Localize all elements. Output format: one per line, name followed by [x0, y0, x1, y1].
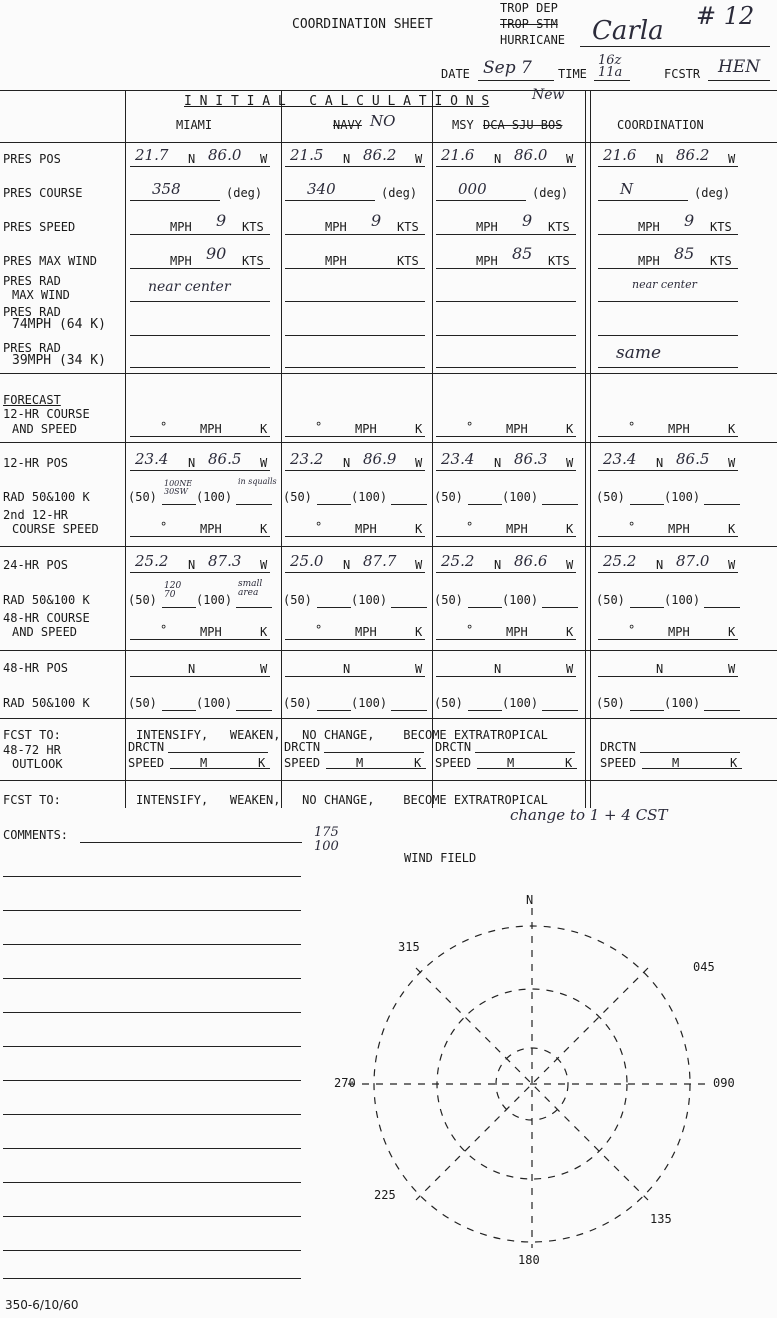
fc2nd12-coord-deg: °: [628, 520, 636, 534]
rad-max-miami-note: near center: [148, 279, 231, 295]
fc48-navy-mph: MPH: [355, 625, 377, 639]
outlook-navy-speed: SPEED: [284, 756, 321, 770]
pres-pos-coord-n: N: [656, 152, 664, 166]
page-title: COORDINATION SHEET: [292, 17, 433, 32]
fc12-miami-mph: MPH: [200, 422, 222, 436]
course-coord-value: N: [620, 180, 634, 198]
rad48-msy-50: (50): [434, 696, 463, 710]
outlook-navy-k: K: [414, 756, 422, 770]
row-pres-rad-74-2: 74MPH (64 K): [12, 317, 106, 332]
course-msy-deg: (deg): [532, 186, 569, 200]
fcstr-value: HEN: [718, 57, 761, 77]
row-pres-rad-39-1: PRES RAD: [3, 341, 61, 355]
rad12-navy-50: (50): [283, 490, 312, 504]
pos-12-msy-lon: 86.3: [514, 450, 548, 468]
wind-miami-value: 90: [206, 244, 227, 263]
rad12-miami-50: (50): [128, 490, 157, 504]
wind-msy-kts: KTS: [548, 254, 570, 268]
fc2nd12-miami-k: K: [260, 522, 268, 536]
rad48-miami-100: (100): [196, 696, 233, 710]
wind-navy-mph: MPH: [325, 254, 347, 268]
pres-pos-navy-w: W: [415, 152, 423, 166]
trop-dep-label: TROP DEP: [500, 1, 558, 15]
rad24-miami-50-note: 120 70: [164, 581, 182, 600]
time-value: 16z 11a: [598, 53, 623, 80]
wind-090-label: 090: [713, 1076, 735, 1090]
pos-24-miami-w: W: [260, 558, 268, 572]
pos-24-coord-lat: 25.2: [603, 552, 637, 570]
row-rad-12: RAD 50&100 K: [3, 490, 90, 504]
course-miami-value: 358: [152, 180, 181, 198]
rad24-navy-50: (50): [283, 593, 312, 607]
fc2nd12-coord-mph: MPH: [668, 522, 690, 536]
wind-225-label: 225: [374, 1188, 396, 1202]
rad48-miami-50: (50): [128, 696, 157, 710]
pres-pos-miami-n: N: [188, 152, 196, 166]
fc48-msy-mph: MPH: [506, 625, 528, 639]
margin-note: 175 100: [314, 825, 339, 854]
rad24-navy-100: (100): [351, 593, 388, 607]
wind-miami-kts: KTS: [242, 254, 264, 268]
wind-135-label: 135: [650, 1212, 672, 1226]
fc48-coord-deg: °: [628, 623, 636, 637]
fc12-navy-deg: °: [315, 420, 323, 434]
form-number: 350-6/10/60: [5, 1298, 79, 1312]
speed-msy-value: 9: [522, 211, 533, 230]
wind-315-label: 315: [398, 940, 420, 954]
date-value: Sep 7: [483, 58, 532, 78]
pos-12-miami-n: N: [188, 456, 196, 470]
rad48-coord-50: (50): [596, 696, 625, 710]
row-2nd-12hr-1: 2nd 12-HR: [3, 508, 69, 522]
col-coordination: COORDINATION: [617, 118, 704, 132]
speed-navy-kts: KTS: [397, 220, 419, 234]
speed-coord-mph: MPH: [638, 220, 660, 234]
pos-12-navy-lon: 86.9: [363, 450, 397, 468]
col-miami: MIAMI: [176, 118, 213, 132]
pos-48-navy-w: W: [415, 662, 423, 676]
wind-coord-value: 85: [674, 244, 695, 263]
fc48-coord-k: K: [728, 625, 736, 639]
fc48-miami-deg: °: [160, 623, 168, 637]
comments-label: COMMENTS:: [3, 828, 69, 842]
pres-pos-navy-lat: 21.5: [290, 146, 324, 164]
fc48-msy-deg: °: [466, 623, 474, 637]
fc12-coord-deg: °: [628, 420, 636, 434]
pres-pos-msy-n: N: [494, 152, 502, 166]
rad48-msy-100: (100): [502, 696, 539, 710]
row-rad-24: RAD 50&100 K: [3, 593, 90, 607]
fc48-msy-k: K: [566, 625, 574, 639]
pos-12-msy-w: W: [566, 456, 574, 470]
pos-24-coord-w: W: [728, 558, 736, 572]
fc12-msy-k: K: [566, 422, 574, 436]
pos-48-navy-n: N: [343, 662, 351, 676]
fc12-navy-k: K: [415, 422, 423, 436]
pos-24-msy-n: N: [494, 558, 502, 572]
fc12-msy-deg: °: [466, 420, 474, 434]
wind-navy-kts: KTS: [397, 254, 419, 268]
pos-12-navy-lat: 23.2: [290, 450, 324, 468]
speed-msy-kts: KTS: [548, 220, 570, 234]
pos-24-msy-w: W: [566, 558, 574, 572]
pos-12-coord-w: W: [728, 456, 736, 470]
pos-12-coord-lon: 86.5: [676, 450, 710, 468]
speed-msy-mph: MPH: [476, 220, 498, 234]
fc12-coord-mph: MPH: [668, 422, 690, 436]
row-forecast-3: AND SPEED: [12, 422, 78, 436]
pres-pos-msy-lon: 86.0: [514, 146, 548, 164]
speed-navy-value: 9: [371, 211, 382, 230]
outlook-miami-k: K: [258, 756, 266, 770]
outlook-msy-m: M: [507, 756, 515, 770]
fc48-coord-mph: MPH: [668, 625, 690, 639]
col-navy: NAVY: [333, 118, 362, 132]
row-pres-pos: PRES POS: [3, 152, 61, 166]
rad12-coord-100: (100): [664, 490, 701, 504]
pres-pos-miami-w: W: [260, 152, 268, 166]
rad39-coord-note: same: [616, 343, 662, 363]
outlook-msy-drctn: DRCTN: [435, 740, 472, 754]
wind-045-label: 045: [693, 960, 715, 974]
rad24-coord-100: (100): [664, 593, 701, 607]
row-pres-rad-max-wind-1: PRES RAD: [3, 274, 61, 288]
fc2nd12-miami-deg: °: [160, 520, 168, 534]
fcst-options-1: INTENSIFY, WEAKEN, NO CHANGE, BECOME EXTRATROPICAL: [136, 728, 548, 742]
pos-12-msy-lat: 23.4: [441, 450, 475, 468]
pos-24-miami-lat: 25.2: [135, 552, 169, 570]
storm-number: # 12: [696, 2, 755, 30]
col-msy: MSY: [452, 118, 474, 132]
rad12-msy-100: (100): [502, 490, 539, 504]
wind-180-label: 180: [518, 1253, 540, 1267]
initial-calc-note: New: [532, 87, 565, 103]
pos-24-miami-lon: 87.3: [208, 552, 242, 570]
hurricane-label: HURRICANE: [500, 33, 566, 47]
outlook-coord-k: K: [730, 756, 738, 770]
fc2nd12-msy-deg: °: [466, 520, 474, 534]
pos-12-coord-n: N: [656, 456, 664, 470]
pos-12-msy-n: N: [494, 456, 502, 470]
row-pres-rad-39-2: 39MPH (34 K): [12, 353, 106, 368]
outlook-coord-m: M: [672, 756, 680, 770]
wind-n-label: N: [526, 893, 534, 907]
rad24-msy-50: (50): [434, 593, 463, 607]
fc2nd12-msy-mph: MPH: [506, 522, 528, 536]
pos-24-navy-n: N: [343, 558, 351, 572]
row-2nd-12hr-2: COURSE SPEED: [12, 522, 99, 536]
rad12-msy-50: (50): [434, 490, 463, 504]
row-rad-48: RAD 50&100 K: [3, 696, 90, 710]
rad48-navy-50: (50): [283, 696, 312, 710]
pres-pos-coord-lat: 21.6: [603, 146, 637, 164]
fc12-navy-mph: MPH: [355, 422, 377, 436]
outlook-msy-k: K: [565, 756, 573, 770]
rad12-miami-50-note: 100NE 30SW: [164, 479, 193, 496]
pos-12-coord-lat: 23.4: [603, 450, 637, 468]
row-forecast-1: FORECAST: [3, 393, 61, 407]
pres-pos-coord-w: W: [728, 152, 736, 166]
row-outlook-1: 48-72 HR: [3, 743, 61, 757]
wind-field-title: WIND FIELD: [404, 851, 477, 865]
row-pres-course: PRES COURSE: [3, 186, 83, 200]
fc12-msy-mph: MPH: [506, 422, 528, 436]
rad24-coord-50: (50): [596, 593, 625, 607]
speed-coord-value: 9: [684, 211, 695, 230]
course-coord-deg: (deg): [694, 186, 731, 200]
speed-miami-mph: MPH: [170, 220, 192, 234]
pos-24-navy-lat: 25.0: [290, 552, 324, 570]
row-pres-rad-max-wind-2: MAX WIND: [12, 288, 70, 302]
pres-pos-msy-w: W: [566, 152, 574, 166]
row-48hr-pos: 48-HR POS: [3, 661, 69, 675]
pres-pos-navy-n: N: [343, 152, 351, 166]
wind-miami-mph: MPH: [170, 254, 192, 268]
course-navy-value: 340: [307, 180, 336, 198]
pres-pos-navy-lon: 86.2: [363, 146, 397, 164]
wind-field-diagram: [320, 880, 750, 1280]
rad12-miami-100: (100): [196, 490, 233, 504]
pos-24-coord-n: N: [656, 558, 664, 572]
outlook-navy-drctn: DRCTN: [284, 740, 321, 754]
fc12-miami-deg: °: [160, 420, 168, 434]
date-label: DATE: [441, 67, 470, 81]
pos-24-msy-lon: 86.6: [514, 552, 548, 570]
rad48-navy-100: (100): [351, 696, 388, 710]
pos-12-miami-lat: 23.4: [135, 450, 169, 468]
pos-12-navy-n: N: [343, 456, 351, 470]
wind-270-label: 270: [334, 1076, 356, 1090]
fcst-handwritten-note: change to 1 + 4 CST: [510, 806, 668, 824]
outlook-coord-speed: SPEED: [600, 756, 637, 770]
speed-miami-value: 9: [216, 211, 227, 230]
trop-stm-label: TROP STM: [500, 17, 558, 31]
outlook-miami-speed: SPEED: [128, 756, 165, 770]
course-miami-deg: (deg): [226, 186, 263, 200]
pos-48-msy-n: N: [494, 662, 502, 676]
time-label: TIME: [558, 67, 587, 81]
fc48-miami-k: K: [260, 625, 268, 639]
outlook-miami-drctn: DRCTN: [128, 740, 165, 754]
fc2nd12-navy-deg: °: [315, 520, 323, 534]
row-48hr-2: AND SPEED: [12, 625, 78, 639]
wind-coord-kts: KTS: [710, 254, 732, 268]
fcstr-label: FCSTR: [664, 67, 701, 81]
col-dca-sju-bos: DCA SJU BOS: [483, 118, 563, 132]
pos-24-msy-lat: 25.2: [441, 552, 475, 570]
rad24-miami-100: (100): [196, 593, 233, 607]
row-pres-max-wind: PRES MAX WIND: [3, 254, 97, 268]
speed-miami-kts: KTS: [242, 220, 264, 234]
storm-type-list: [500, 0, 565, 48]
pos-24-miami-n: N: [188, 558, 196, 572]
fc2nd12-navy-k: K: [415, 522, 423, 536]
pos-12-navy-w: W: [415, 456, 423, 470]
rad-max-coord-note: near center: [632, 278, 697, 291]
rad12-coord-50: (50): [596, 490, 625, 504]
pos-24-coord-lon: 87.0: [676, 552, 710, 570]
rad48-coord-100: (100): [664, 696, 701, 710]
row-fcst-to-2: FCST TO:: [3, 793, 61, 807]
pres-pos-miami-lat: 21.7: [135, 146, 169, 164]
row-48hr-1: 48-HR COURSE: [3, 611, 90, 625]
fc12-miami-k: K: [260, 422, 268, 436]
course-navy-deg: (deg): [381, 186, 418, 200]
pos-24-navy-w: W: [415, 558, 423, 572]
wind-coord-mph: MPH: [638, 254, 660, 268]
row-pres-speed: PRES SPEED: [3, 220, 76, 234]
row-24hr-pos: 24-HR POS: [3, 558, 69, 572]
fc48-miami-mph: MPH: [200, 625, 222, 639]
rad24-miami-50: (50): [128, 593, 157, 607]
pos-48-miami-n: N: [188, 662, 196, 676]
row-pres-rad-74-1: PRES RAD: [3, 305, 61, 319]
pos-12-miami-w: W: [260, 456, 268, 470]
course-msy-value: 000: [458, 180, 487, 198]
outlook-coord-drctn: DRCTN: [600, 740, 637, 754]
pos-48-miami-w: W: [260, 662, 268, 676]
pos-48-coord-n: N: [656, 662, 664, 676]
pos-48-msy-w: W: [566, 662, 574, 676]
fc48-navy-k: K: [415, 625, 423, 639]
row-fcst-to-1: FCST TO:: [3, 728, 61, 742]
initial-calculations-heading: I N I T I A L C A L C U L A T I O N S: [184, 94, 490, 109]
pos-24-navy-lon: 87.7: [363, 552, 397, 570]
wind-msy-value: 85: [512, 244, 533, 263]
outlook-navy-m: M: [356, 756, 364, 770]
rad12-navy-100: (100): [351, 490, 388, 504]
fcst-options-2: INTENSIFY, WEAKEN, NO CHANGE, BECOME EXTRATROPICAL: [136, 793, 548, 807]
row-forecast-2: 12-HR COURSE: [3, 407, 90, 421]
fc2nd12-navy-mph: MPH: [355, 522, 377, 536]
pres-pos-coord-lon: 86.2: [676, 146, 710, 164]
rad24-miami-100-note: small area: [238, 579, 263, 598]
speed-coord-kts: KTS: [710, 220, 732, 234]
row-outlook-2: OUTLOOK: [12, 757, 63, 771]
rad24-msy-100: (100): [502, 593, 539, 607]
pos-48-coord-w: W: [728, 662, 736, 676]
fc48-navy-deg: °: [315, 623, 323, 637]
fc2nd12-coord-k: K: [728, 522, 736, 536]
outlook-msy-speed: SPEED: [435, 756, 472, 770]
outlook-miami-m: M: [200, 756, 208, 770]
pres-pos-msy-lat: 21.6: [441, 146, 475, 164]
speed-navy-mph: MPH: [325, 220, 347, 234]
fc2nd12-miami-mph: MPH: [200, 522, 222, 536]
rad12-miami-100-note: in squalls: [238, 477, 277, 486]
col-navy-note: NO: [370, 112, 396, 130]
row-12hr-pos: 12-HR POS: [3, 456, 69, 470]
fc2nd12-msy-k: K: [566, 522, 574, 536]
storm-name: Carla: [592, 16, 664, 46]
pos-12-miami-lon: 86.5: [208, 450, 242, 468]
fc12-coord-k: K: [728, 422, 736, 436]
wind-msy-mph: MPH: [476, 254, 498, 268]
pres-pos-miami-lon: 86.0: [208, 146, 242, 164]
